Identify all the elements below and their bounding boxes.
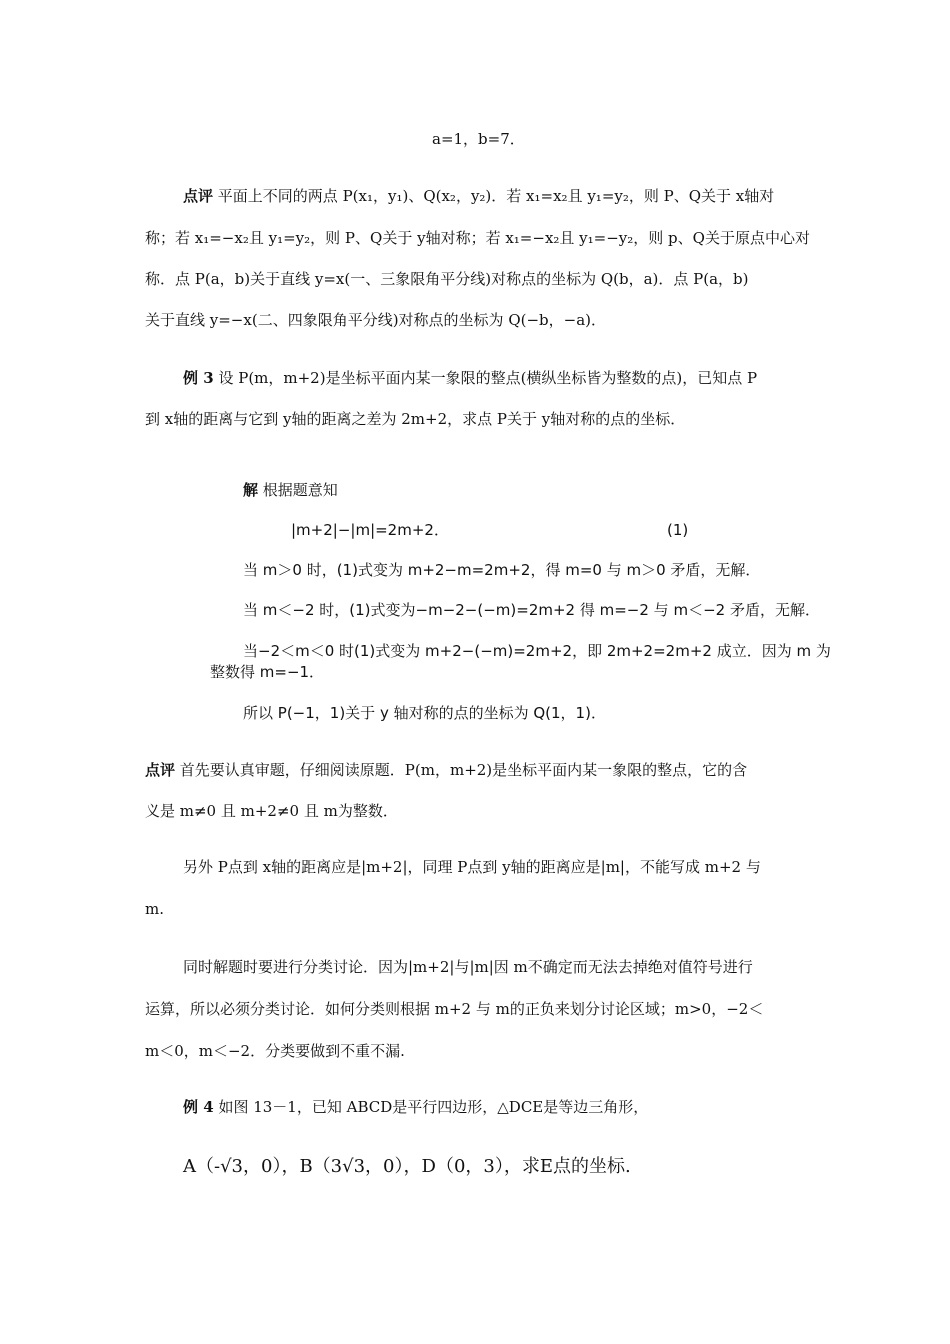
- comment1-line1: [183, 186, 774, 206]
- solution-case3-line2: 整数得 m=−1．: [210, 663, 325, 681]
- comment1-line2: 称；若 x₁=−x₂且 y₁=y₂，则 P、Q关于 y轴对称；若 x₁=−x₂且 y₁=−y₂，则 p、Q关于原点中心对: [145, 229, 810, 247]
- solution-case1: 当 m＞0 时，(1)式变为 m+2−m=2m+2，得 m=0 与 m＞0 矛盾，无解．: [243, 561, 761, 579]
- cases-para-line3: m＜0，m＜−2．分类要做到不重不漏.: [145, 1042, 405, 1060]
- distance-para-line1: 另外 P点到 x轴的距离应是|m+2|，同理 P点到 y轴的距离应是|m|，不能写成 m+2 与: [183, 858, 761, 876]
- top-result: a=1，b=7．: [432, 130, 525, 148]
- comment-text: 平面上不同的两点 P(x₁，y₁)、Q(x₂，y₂)．若 x₁=x₂且 y₁=y₂，则 P、Q关于 x轴对: [217, 187, 775, 205]
- example-label: 例 3: [183, 369, 214, 387]
- cases-para-line1: 同时解题时要进行分类讨论．因为|m+2|与|m|因 m不确定而无法去掉绝对值符号进行: [183, 958, 753, 976]
- example-label: 例 4: [183, 1098, 214, 1116]
- solution-label: 解: [243, 481, 259, 499]
- comment1-line4: 关于直线 y=−x(二、四象限角平分线)对称点的坐标为 Q(−b，−a)．: [145, 311, 606, 329]
- example4-line1: [183, 1097, 648, 1117]
- example-text: 设 P(m，m+2)是坐标平面内某一象限的整点(横纵坐标皆为整数的点)，已知点 P: [218, 369, 758, 387]
- solution-case3-line1: 当−2＜m＜0 时(1)式变为 m+2−(−m)=2m+2，即 2m+2=2m+2 成立．因为 m 为: [243, 642, 831, 660]
- solution-intro: [243, 480, 338, 500]
- comment-text: 首先要认真审题，仔细阅读原题．P(m，m+2)是坐标平面内某一象限的整点，它的含: [179, 761, 748, 779]
- comment-label: 点评: [183, 187, 214, 205]
- solution-case2: 当 m＜−2 时，(1)式变为−m−2−(−m)=2m+2 得 m=−2 与 m＜−2 矛盾，无解．: [243, 601, 820, 619]
- comment2-line1: [145, 760, 747, 780]
- solution-intro-text: 根据题意知: [262, 481, 338, 499]
- example3-line1: [183, 368, 757, 388]
- solution-conclusion: 所以 P(−1，1)关于 y 轴对称的点的坐标为 Q(1，1)．: [243, 704, 606, 722]
- equation-number: (1): [667, 521, 689, 539]
- cases-para-line2: 运算，所以必须分类讨论．如何分类则根据 m+2 与 m的正负来划分讨论区域；m>0，−2＜: [145, 1000, 764, 1018]
- comment2-line2: 义是 m≠0 且 m+2≠0 且 m为整数．: [145, 802, 398, 820]
- example4-line2: A（-√3，0），B（3√3，0），D（0，3），求E点的坐标.: [183, 1156, 631, 1177]
- example3-line2: 到 x轴的距离与它到 y轴的距离之差为 2m+2，求点 P关于 y轴对称的点的坐标．: [145, 410, 686, 428]
- example-text: 如图 13－1，已知 ABCD是平行四边形，△DCE是等边三角形，: [218, 1098, 649, 1116]
- comment-label: 点评: [145, 761, 176, 779]
- comment1-line3: 称．点 P(a，b)关于直线 y=x(一、三象限角平分线)对称点的坐标为 Q(b，a)．点 P(a，b): [145, 270, 749, 288]
- solution-equation: |m+2|−|m|=2m+2．: [291, 521, 449, 539]
- distance-para-line2: m.: [145, 900, 164, 918]
